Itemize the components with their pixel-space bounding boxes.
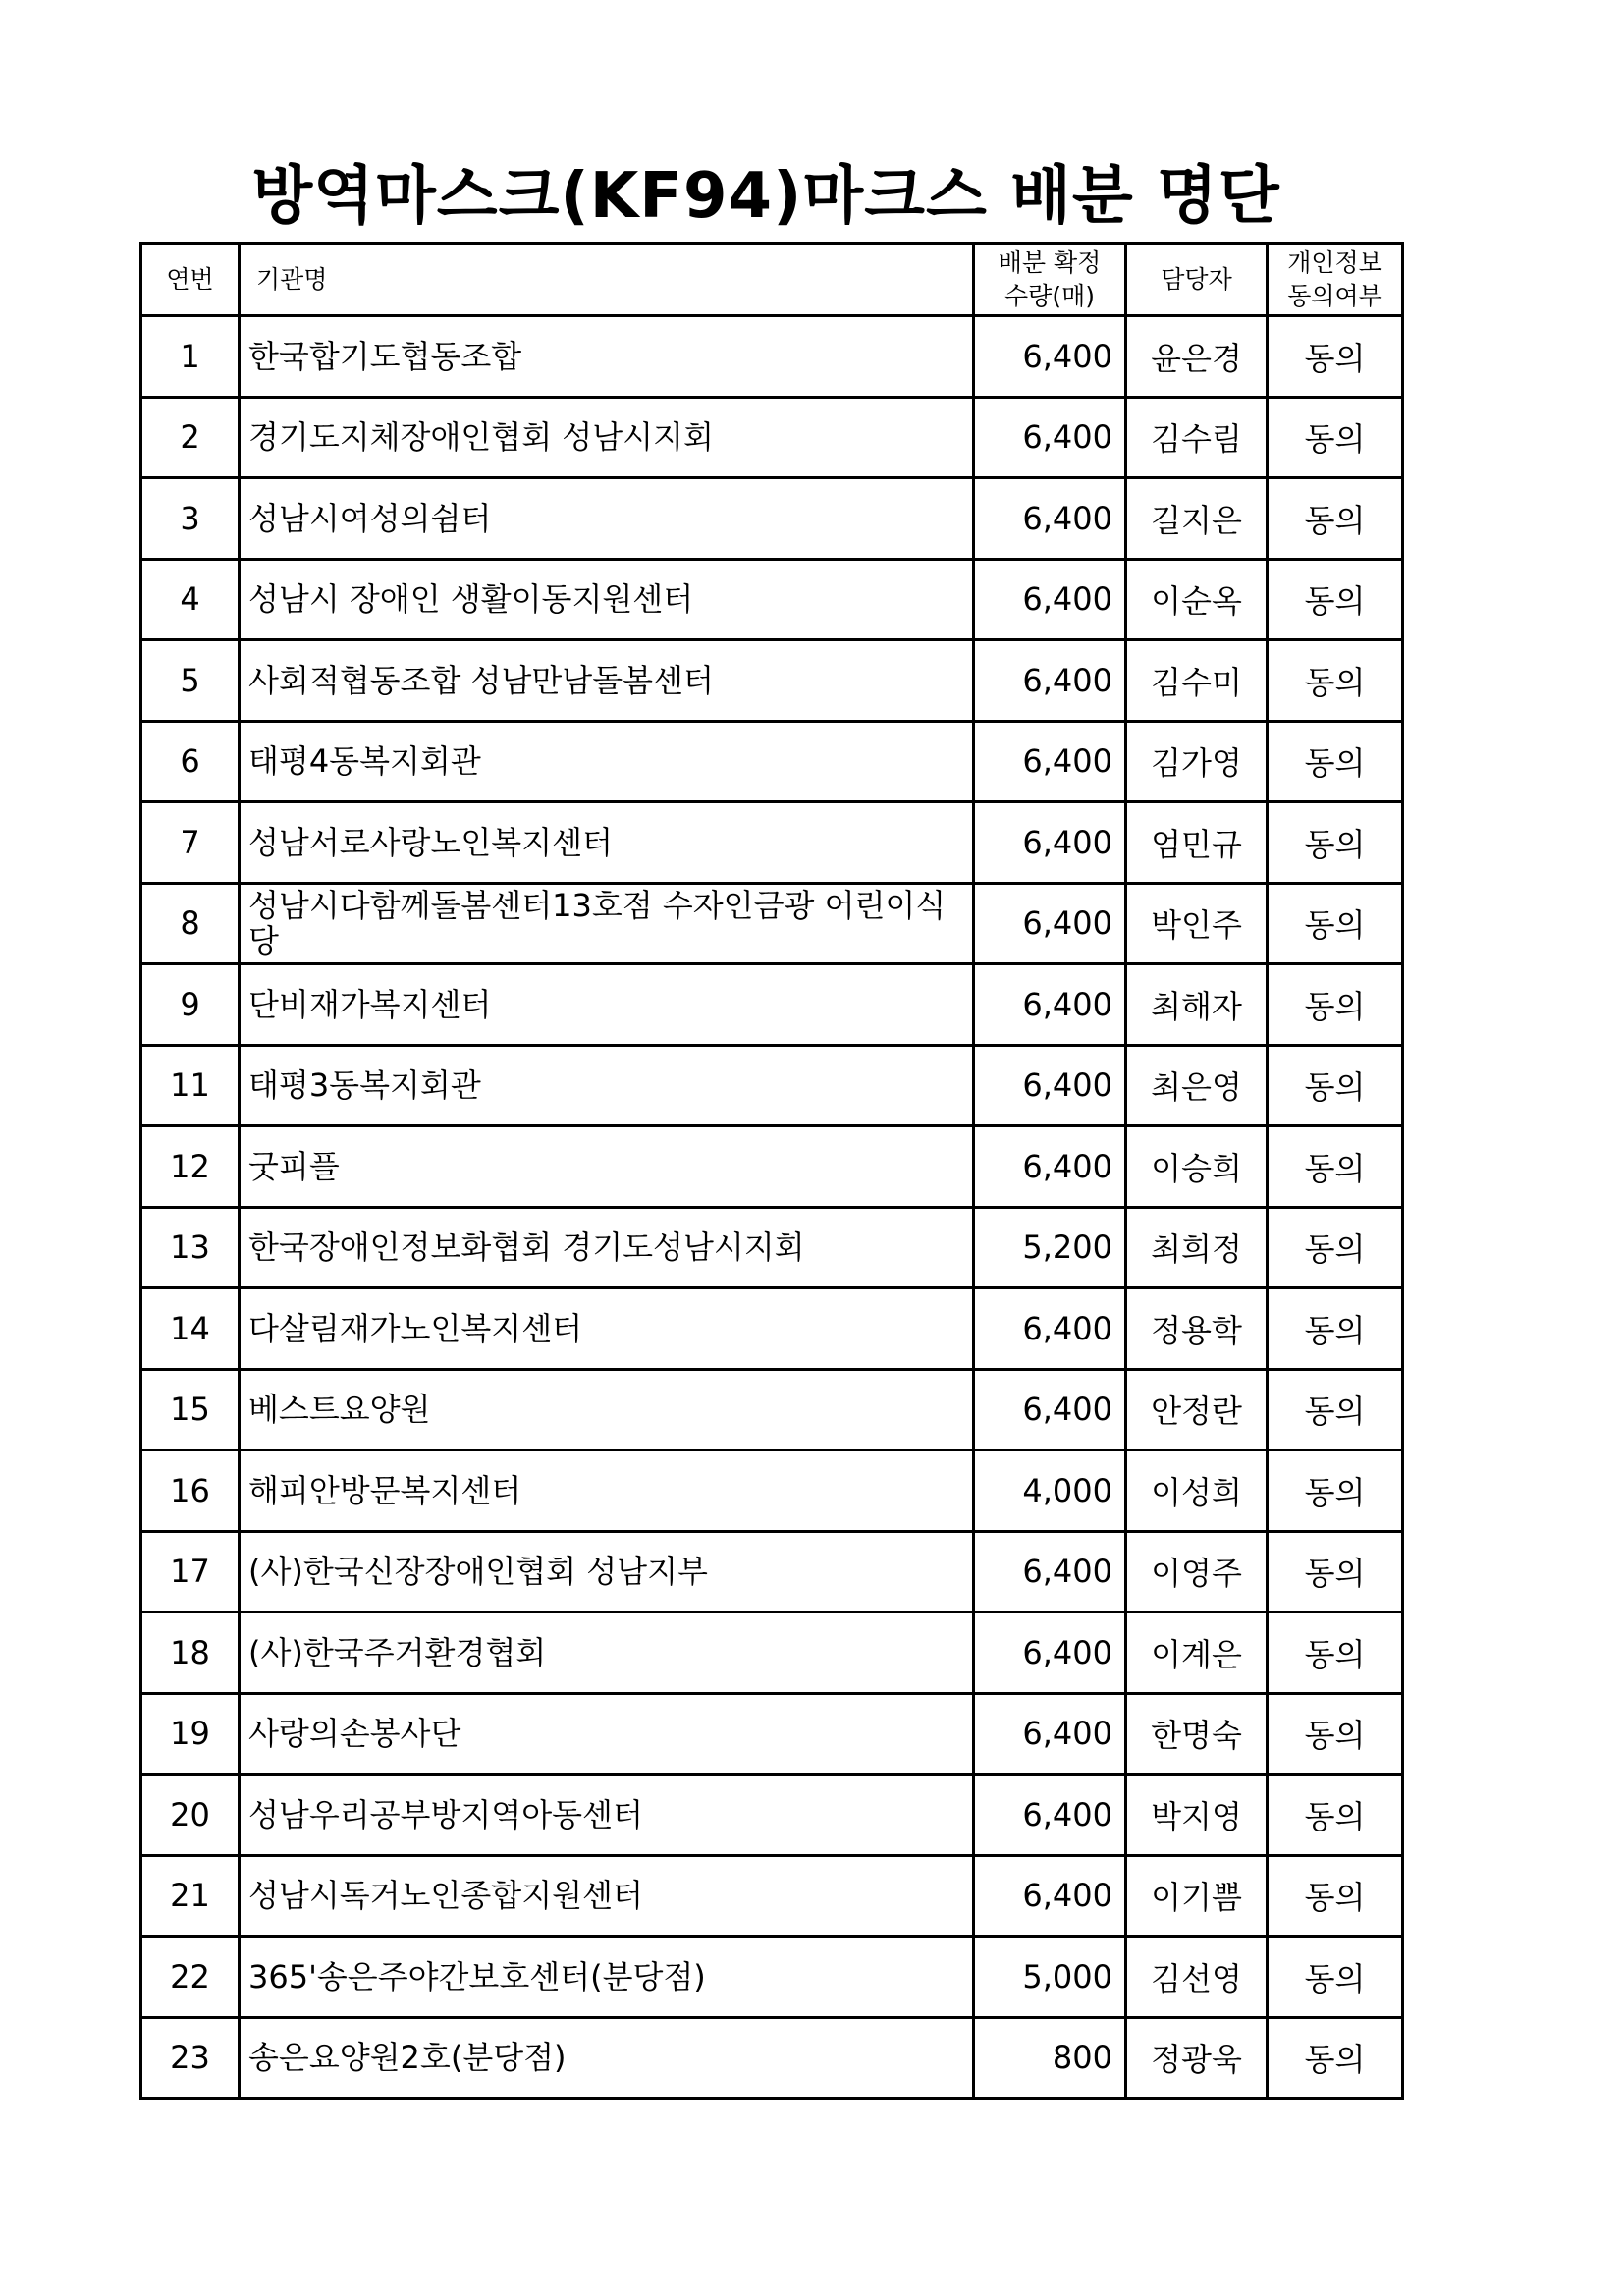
row-organization bbox=[240, 2017, 974, 2099]
row-number: 18 bbox=[141, 1613, 240, 1694]
row-manager: 김수림 bbox=[1126, 397, 1268, 478]
document-title: 방역마스크(KF94)마크스 배분 명단 bbox=[251, 160, 1280, 233]
header-qty-line2: 수량(매) bbox=[1004, 281, 1095, 310]
header-qty-line1: 배분 확정 bbox=[998, 247, 1102, 277]
row-number: 8 bbox=[141, 883, 240, 964]
table-row bbox=[141, 1613, 1403, 1694]
row-manager: 이기쁨 bbox=[1126, 1855, 1268, 1937]
row-organization-label: 다살림재가노인복지센터 bbox=[248, 1309, 583, 1347]
row-number: 16 bbox=[141, 1450, 240, 1532]
row-organization bbox=[240, 1369, 974, 1450]
table-row bbox=[141, 1450, 1403, 1532]
row-manager: 엄민규 bbox=[1126, 802, 1268, 884]
row-organization bbox=[240, 478, 974, 560]
row-organization bbox=[240, 1207, 974, 1288]
row-manager: 이순옥 bbox=[1126, 559, 1268, 640]
row-manager: 박인주 bbox=[1126, 883, 1268, 964]
row-manager: 이영주 bbox=[1126, 1531, 1268, 1613]
row-manager: 안정란 bbox=[1126, 1369, 1268, 1450]
row-consent: 동의 bbox=[1268, 559, 1403, 640]
table-row bbox=[141, 1207, 1403, 1288]
row-number: 20 bbox=[141, 1775, 240, 1856]
row-organization-label: 태평3동복지회관 bbox=[248, 1066, 481, 1105]
table-row bbox=[141, 1775, 1403, 1856]
row-quantity: 6,400 bbox=[974, 802, 1126, 884]
row-consent: 동의 bbox=[1268, 1207, 1403, 1288]
row-number: 4 bbox=[141, 559, 240, 640]
row-consent: 동의 bbox=[1268, 1775, 1403, 1856]
row-organization bbox=[240, 1613, 974, 1694]
row-consent: 동의 bbox=[1268, 1126, 1403, 1208]
row-number: 9 bbox=[141, 964, 240, 1046]
table-row bbox=[141, 883, 1403, 964]
row-organization bbox=[240, 559, 974, 640]
row-consent: 동의 bbox=[1268, 1937, 1403, 2018]
row-manager: 최해자 bbox=[1126, 964, 1268, 1046]
row-quantity: 6,400 bbox=[974, 559, 1126, 640]
row-manager: 이승희 bbox=[1126, 1126, 1268, 1208]
table-row bbox=[141, 1369, 1403, 1450]
row-number: 13 bbox=[141, 1207, 240, 1288]
row-quantity: 5,000 bbox=[974, 1937, 1126, 2018]
row-quantity: 6,400 bbox=[974, 1126, 1126, 1208]
row-consent: 동의 bbox=[1268, 640, 1403, 722]
table-row bbox=[141, 721, 1403, 802]
row-organization-label: 단비재가복지센터 bbox=[248, 985, 492, 1023]
row-organization bbox=[240, 1045, 974, 1126]
row-organization-label: 성남시여성의쉼터 bbox=[248, 499, 492, 537]
row-organization-label: (사)한국주거환경협회 bbox=[248, 1633, 547, 1671]
row-consent: 동의 bbox=[1268, 721, 1403, 802]
row-organization-label: 성남시 장애인 생활이동지원센터 bbox=[248, 580, 694, 619]
row-quantity: 4,000 bbox=[974, 1450, 1126, 1532]
row-manager: 박지영 bbox=[1126, 1775, 1268, 1856]
row-organization-label: 굿피플 bbox=[248, 1147, 340, 1185]
row-number: 3 bbox=[141, 478, 240, 560]
row-consent: 동의 bbox=[1268, 397, 1403, 478]
header-manager: 담당자 bbox=[1126, 244, 1268, 316]
row-organization bbox=[240, 1450, 974, 1532]
table-body bbox=[141, 316, 1403, 2099]
header-consent-line1: 개인정보 bbox=[1287, 247, 1382, 277]
row-manager: 한명숙 bbox=[1126, 1693, 1268, 1775]
row-quantity: 6,400 bbox=[974, 1369, 1126, 1450]
row-organization bbox=[240, 1937, 974, 2018]
row-number: 5 bbox=[141, 640, 240, 722]
row-organization-label: 한국장애인정보화협회 경기도성남시지회 bbox=[248, 1229, 805, 1267]
row-number: 2 bbox=[141, 397, 240, 478]
row-organization bbox=[240, 721, 974, 802]
row-consent: 동의 bbox=[1268, 1369, 1403, 1450]
row-organization-label: 성남우리공부방지역아동센터 bbox=[248, 1795, 643, 1833]
header-no: 연번 bbox=[141, 244, 240, 316]
row-quantity: 6,400 bbox=[974, 1288, 1126, 1370]
row-manager: 이계은 bbox=[1126, 1613, 1268, 1694]
table-row bbox=[141, 1126, 1403, 1208]
table-row bbox=[141, 964, 1403, 1046]
row-organization bbox=[240, 397, 974, 478]
row-manager: 정용학 bbox=[1126, 1288, 1268, 1370]
row-consent: 동의 bbox=[1268, 478, 1403, 560]
row-number: 22 bbox=[141, 1937, 240, 2018]
row-organization bbox=[240, 1775, 974, 1856]
row-number: 6 bbox=[141, 721, 240, 802]
row-quantity: 800 bbox=[974, 2017, 1126, 2099]
row-consent: 동의 bbox=[1268, 802, 1403, 884]
table-row bbox=[141, 1531, 1403, 1613]
row-manager: 윤은경 bbox=[1126, 316, 1268, 398]
row-manager: 김수미 bbox=[1126, 640, 1268, 722]
header-org-label: 기관명 bbox=[256, 264, 328, 294]
row-consent: 동의 bbox=[1268, 1613, 1403, 1694]
row-quantity: 6,400 bbox=[974, 397, 1126, 478]
row-organization-label: 태평4동복지회관 bbox=[248, 742, 481, 781]
row-manager: 최은영 bbox=[1126, 1045, 1268, 1126]
row-organization bbox=[240, 964, 974, 1046]
row-quantity: 6,400 bbox=[974, 1693, 1126, 1775]
table-row bbox=[141, 802, 1403, 884]
row-manager: 김가영 bbox=[1126, 721, 1268, 802]
row-organization-label: 365'송은주야간보호센터(분당점) bbox=[248, 1957, 706, 1995]
row-organization-label: 송은요양원2호(분당점) bbox=[248, 2039, 567, 2077]
distribution-table bbox=[139, 242, 1404, 2100]
row-organization-label: 성남시독거노인종합지원센터 bbox=[248, 1877, 643, 1915]
row-quantity: 6,400 bbox=[974, 964, 1126, 1046]
row-quantity: 6,400 bbox=[974, 1045, 1126, 1126]
row-quantity: 6,400 bbox=[974, 640, 1126, 722]
table-row bbox=[141, 397, 1403, 478]
row-number: 1 bbox=[141, 316, 240, 398]
row-organization bbox=[240, 1288, 974, 1370]
row-quantity: 6,400 bbox=[974, 316, 1126, 398]
row-organization-label: 사랑의손봉사단 bbox=[248, 1715, 461, 1753]
table-row bbox=[141, 1288, 1403, 1370]
row-manager: 길지은 bbox=[1126, 478, 1268, 560]
row-organization-label: 경기도지체장애인협회 성남시지회 bbox=[248, 418, 714, 457]
row-consent: 동의 bbox=[1268, 964, 1403, 1046]
row-organization-label: 베스트요양원 bbox=[248, 1391, 431, 1429]
row-consent: 동의 bbox=[1268, 1531, 1403, 1613]
row-number: 19 bbox=[141, 1693, 240, 1775]
row-number: 21 bbox=[141, 1855, 240, 1937]
row-quantity: 6,400 bbox=[974, 1855, 1126, 1937]
row-organization bbox=[240, 883, 974, 964]
table-row bbox=[141, 1693, 1403, 1775]
row-manager: 김선영 bbox=[1126, 1937, 1268, 2018]
header-qty bbox=[974, 244, 1126, 316]
table-row bbox=[141, 640, 1403, 722]
row-quantity: 6,400 bbox=[974, 478, 1126, 560]
table-header-row bbox=[141, 244, 1403, 316]
row-number: 12 bbox=[141, 1126, 240, 1208]
row-quantity: 6,400 bbox=[974, 1613, 1126, 1694]
table-row bbox=[141, 559, 1403, 640]
row-number: 14 bbox=[141, 1288, 240, 1370]
row-organization bbox=[240, 802, 974, 884]
row-number: 11 bbox=[141, 1045, 240, 1126]
table-row bbox=[141, 316, 1403, 398]
row-consent: 동의 bbox=[1268, 883, 1403, 964]
row-consent: 동의 bbox=[1268, 1855, 1403, 1937]
row-organization-label: 해피안방문복지센터 bbox=[248, 1471, 522, 1509]
row-consent: 동의 bbox=[1268, 1693, 1403, 1775]
table-row bbox=[141, 1045, 1403, 1126]
row-quantity: 6,400 bbox=[974, 883, 1126, 964]
table-row bbox=[141, 1937, 1403, 2018]
header-consent bbox=[1268, 244, 1403, 316]
row-manager: 이성희 bbox=[1126, 1450, 1268, 1532]
row-organization-label: 성남서로사랑노인복지센터 bbox=[248, 823, 613, 861]
row-organization-label: (사)한국신장장애인협회 성남지부 bbox=[248, 1553, 708, 1591]
row-organization bbox=[240, 1855, 974, 1937]
row-consent: 동의 bbox=[1268, 1288, 1403, 1370]
row-quantity: 6,400 bbox=[974, 1775, 1126, 1856]
row-organization bbox=[240, 316, 974, 398]
row-consent: 동의 bbox=[1268, 1045, 1403, 1126]
row-number: 15 bbox=[141, 1369, 240, 1450]
row-consent: 동의 bbox=[1268, 2017, 1403, 2099]
row-number: 17 bbox=[141, 1531, 240, 1613]
table-row bbox=[141, 1855, 1403, 1937]
row-quantity: 5,200 bbox=[974, 1207, 1126, 1288]
row-number: 7 bbox=[141, 802, 240, 884]
header-org bbox=[240, 244, 974, 316]
row-manager: 최희정 bbox=[1126, 1207, 1268, 1288]
row-organization-label: 한국합기도협동조합 bbox=[248, 337, 522, 375]
row-consent: 동의 bbox=[1268, 1450, 1403, 1532]
row-organization-label: 사회적협동조합 성남만남돌봄센터 bbox=[248, 661, 714, 699]
table-row bbox=[141, 2017, 1403, 2099]
row-organization bbox=[240, 1126, 974, 1208]
row-consent: 동의 bbox=[1268, 316, 1403, 398]
row-organization-label: 성남시다함께돌봄센터13호점 수자인금광 어린이식당 bbox=[248, 887, 947, 960]
row-number: 23 bbox=[141, 2017, 240, 2099]
row-manager: 정광욱 bbox=[1126, 2017, 1268, 2099]
row-organization bbox=[240, 640, 974, 722]
row-organization bbox=[240, 1693, 974, 1775]
row-quantity: 6,400 bbox=[974, 721, 1126, 802]
row-organization bbox=[240, 1531, 974, 1613]
row-quantity: 6,400 bbox=[974, 1531, 1126, 1613]
table-row bbox=[141, 478, 1403, 560]
header-consent-line2: 동의여부 bbox=[1287, 281, 1382, 310]
